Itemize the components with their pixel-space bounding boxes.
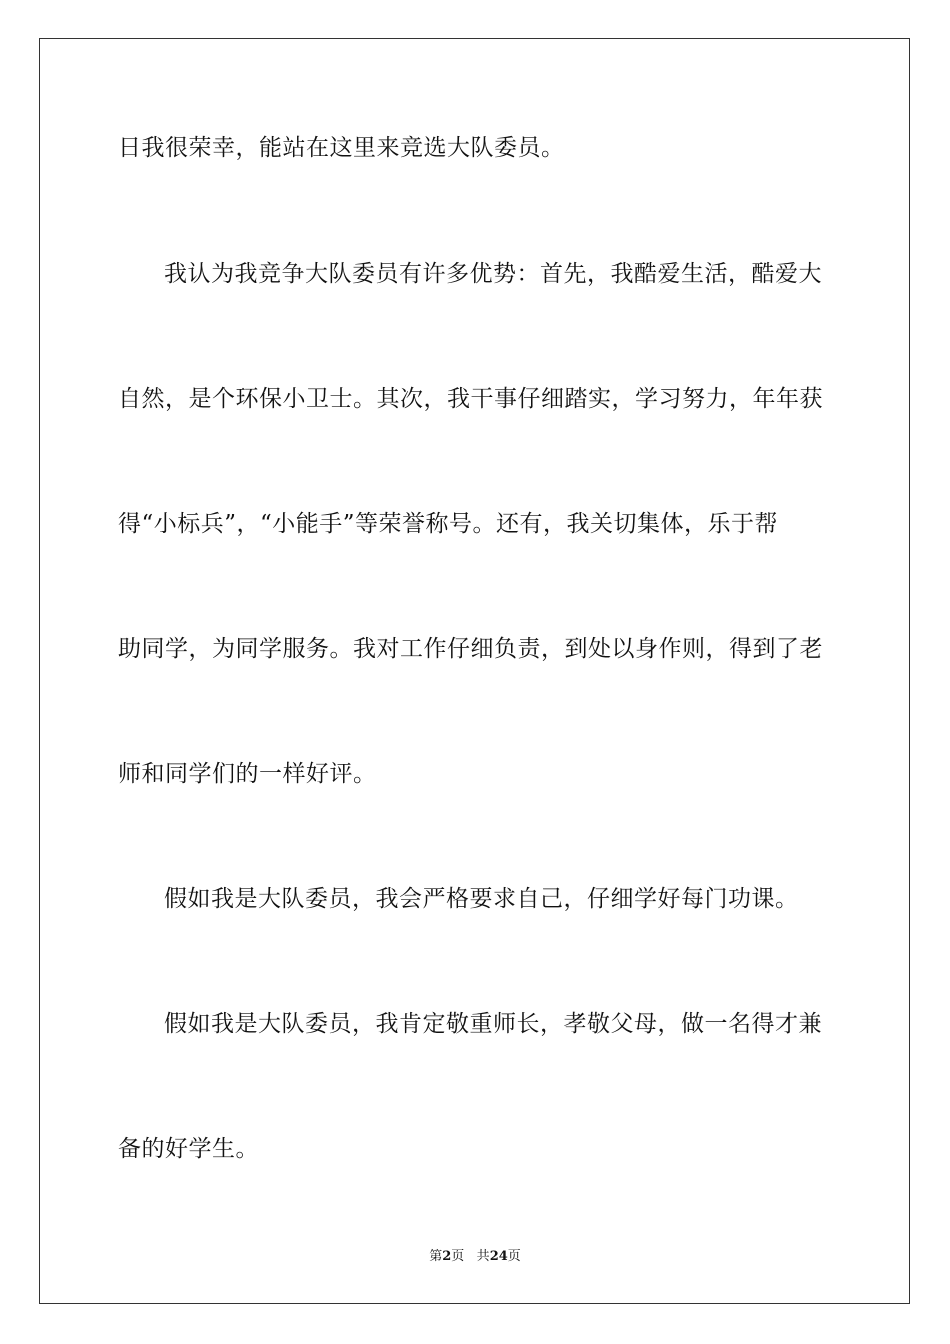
footer-total-prefix: 共 <box>476 1249 490 1264</box>
paragraph-line: 备的好学生。 <box>118 1136 259 1162</box>
footer-page-suffix: 页 <box>451 1249 465 1264</box>
paragraph-line: 假如我是大队委员，我肯定敬重师长，孝敬父母，做一名得才兼 <box>164 1011 822 1037</box>
page-footer <box>0 1248 950 1266</box>
footer-total-pages: 24 <box>489 1249 508 1264</box>
paragraph-line: 假如我是大队委员，我会严格要求自己，仔细学好每门功课。 <box>164 886 799 912</box>
paragraph-line: 得“小标兵”，“小能手”等荣誉称号。还有，我关切集体，乐于帮 <box>118 511 779 537</box>
paragraph-line: 日我很荣幸，能站在这里来竞选大队委员。 <box>118 135 565 161</box>
paragraph-line: 我认为我竞争大队委员有许多优势：首先，我酷爱生活，酷爱大 <box>164 261 822 287</box>
footer-page-prefix: 第 <box>429 1249 443 1264</box>
page-border <box>39 38 910 1304</box>
footer-total-suffix: 页 <box>507 1249 521 1264</box>
paragraph-line: 助同学，为同学服务。我对工作仔细负责，到处以身作则，得到了老 <box>118 636 823 662</box>
paragraph-line: 自然，是个环保小卫士。其次，我干事仔细踏实，学习努力，年年获 <box>118 386 823 412</box>
paragraph-line: 师和同学们的一样好评。 <box>118 761 377 787</box>
footer-page-number: 2 <box>442 1249 452 1264</box>
